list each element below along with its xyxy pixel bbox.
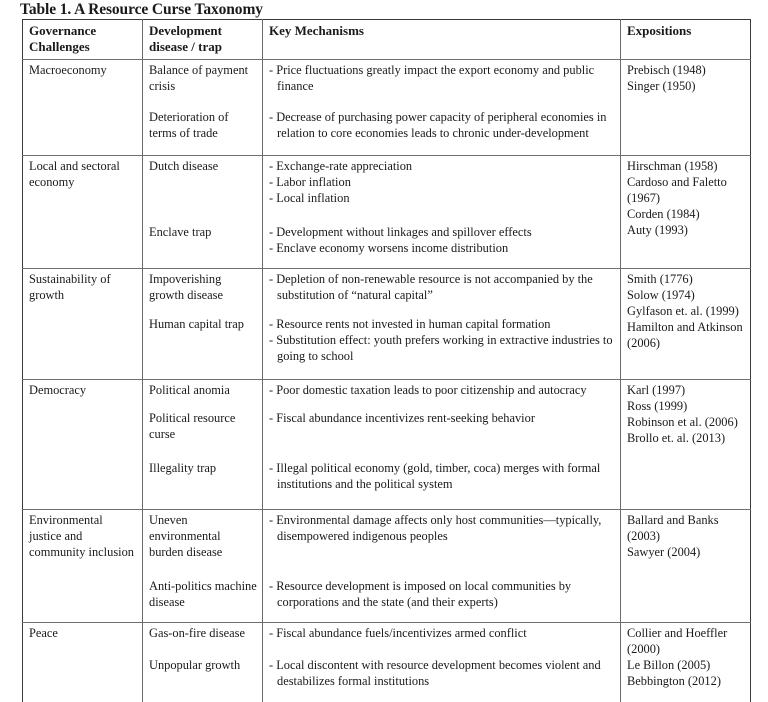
cell-expositions <box>621 59 751 155</box>
table-body <box>23 59 751 702</box>
cell-governance-challenge: Local and sectoral economy <box>23 155 143 268</box>
mechanism-item: - Price fluctuations greatly impact the export economy and public finance <box>269 62 595 93</box>
cell-key-mechanisms <box>263 622 621 654</box>
exposition-entry: Bebbington (2012) <box>627 673 721 688</box>
mechanism-item: - Labor inflation <box>269 174 351 189</box>
column-header-governance-challenges: Governance Challenges <box>23 20 143 60</box>
exposition-entry: Corden (1984) <box>627 206 700 221</box>
mechanism-item: - Enclave economy worsens income distribution <box>269 240 509 255</box>
exposition-entry: Solow (1974) <box>627 287 695 302</box>
exposition-entry: Prebisch (1948) <box>627 62 706 77</box>
cell-expositions <box>621 509 751 622</box>
cell-expositions <box>621 622 751 702</box>
cell-key-mechanisms <box>263 379 621 408</box>
table-container <box>22 19 750 702</box>
table-row <box>23 268 751 314</box>
exposition-entry: Auty (1993) <box>627 222 688 237</box>
mechanism-item: - Environmental damage affects only host communities—typically, disempowered indigenous peoples <box>269 512 602 543</box>
mechanism-item: - Decrease of purchasing power capacity of peripheral economies in relation to core economies leads to chronic under-development <box>269 110 607 141</box>
mechanism-item: - Substitution effect: youth prefers working in extractive industries to going to school <box>269 332 613 363</box>
header-row <box>23 20 751 60</box>
cell-governance-challenge: Macroeconomy <box>23 59 143 155</box>
cell-development-trap: Deterioration of terms of trade <box>143 107 263 155</box>
cell-key-mechanisms <box>263 458 621 509</box>
mechanism-item: - Local discontent with resource development becomes violent and destabilizes formal institutions <box>269 657 601 688</box>
cell-key-mechanisms <box>263 155 621 222</box>
table-header <box>23 20 751 60</box>
cell-governance-challenge: Peace <box>23 622 143 702</box>
table-row <box>23 509 751 576</box>
exposition-entry: Gylfason et. al. (1999) <box>627 303 739 318</box>
cell-development-trap: Illegality trap <box>143 458 263 509</box>
exposition-entry: Ballard and Banks (2003) <box>627 512 719 543</box>
mechanism-item: - Resource development is imposed on local communities by corporations and the state (and their experts) <box>269 578 572 609</box>
cell-development-trap: Enclave trap <box>143 222 263 268</box>
cell-key-mechanisms <box>263 576 621 622</box>
cell-development-trap: Unpopular growth <box>143 655 263 702</box>
cell-development-trap: Political resource curse <box>143 408 263 458</box>
cell-key-mechanisms <box>263 222 621 268</box>
mechanism-item: - Exchange-rate appreciation <box>269 158 413 173</box>
mechanism-item: - Development without linkages and spillover effects <box>269 224 532 239</box>
cell-development-trap: Human capital trap <box>143 314 263 379</box>
exposition-entry: Karl (1997) <box>627 382 686 397</box>
exposition-entry: Brollo et. al. (2013) <box>627 430 726 445</box>
exposition-entry: Hamilton and Atkinson (2006) <box>627 319 743 350</box>
cell-development-trap: Gas-on-fire disease <box>143 622 263 654</box>
exposition-entry: Cardoso and Faletto (1967) <box>627 174 727 205</box>
exposition-entry: Hirschman (1958) <box>627 158 718 173</box>
exposition-entry: Collier and Hoeffler (2000) <box>627 625 728 656</box>
mechanism-item: - Depletion of non-renewable resource is not accompanied by the substitution of “natural capital” <box>269 271 593 302</box>
mechanism-item: - Fiscal abundance incentivizes rent-seeking behavior <box>269 410 535 425</box>
exposition-entry: Smith (1776) <box>627 271 693 286</box>
column-header-development-disease-trap: Development disease / trap <box>143 20 263 60</box>
exposition-entry: Le Billon (2005) <box>627 657 711 672</box>
cell-key-mechanisms <box>263 655 621 702</box>
cell-key-mechanisms <box>263 509 621 576</box>
cell-development-trap: Impoverishing growth disease <box>143 268 263 314</box>
cell-key-mechanisms <box>263 408 621 458</box>
cell-development-trap: Anti-politics machine disease <box>143 576 263 622</box>
column-header-key-mechanisms: Key Mechanisms <box>263 20 621 60</box>
mechanism-item: - Resource rents not invested in human capital formation <box>269 316 551 331</box>
cell-governance-challenge: Environmental justice and community inclusion <box>23 509 143 622</box>
table-row <box>23 59 751 107</box>
cell-governance-challenge: Sustainability of growth <box>23 268 143 379</box>
cell-development-trap: Uneven environmental burden disease <box>143 509 263 576</box>
cell-key-mechanisms <box>263 107 621 155</box>
mechanism-item: - Poor domestic taxation leads to poor citizenship and autocracy <box>269 382 587 397</box>
cell-expositions <box>621 268 751 379</box>
cell-key-mechanisms <box>263 59 621 107</box>
mechanism-item: - Illegal political economy (gold, timber, coca) merges with formal institutions and the political system <box>269 461 601 492</box>
table-caption: Table 1. A Resource Curse Taxonomy <box>20 1 263 18</box>
cell-expositions <box>621 379 751 509</box>
mechanism-item: - Fiscal abundance fuels/incentivizes armed conflict <box>269 625 527 640</box>
column-header-expositions: Expositions <box>621 20 751 60</box>
table-row <box>23 155 751 222</box>
cell-development-trap: Balance of payment crisis <box>143 59 263 107</box>
exposition-entry: Sawyer (2004) <box>627 544 701 559</box>
cell-key-mechanisms <box>263 268 621 314</box>
cell-development-trap: Political anomia <box>143 379 263 408</box>
cell-expositions <box>621 155 751 268</box>
cell-governance-challenge: Democracy <box>23 379 143 509</box>
cell-development-trap: Dutch disease <box>143 155 263 222</box>
table-row <box>23 622 751 654</box>
exposition-entry: Ross (1999) <box>627 398 688 413</box>
exposition-entry: Singer (1950) <box>627 78 696 93</box>
cell-key-mechanisms <box>263 314 621 379</box>
resource-curse-taxonomy-table <box>22 19 751 702</box>
exposition-entry: Robinson et al. (2006) <box>627 414 738 429</box>
table-row <box>23 379 751 408</box>
mechanism-item: - Local inflation <box>269 190 350 205</box>
